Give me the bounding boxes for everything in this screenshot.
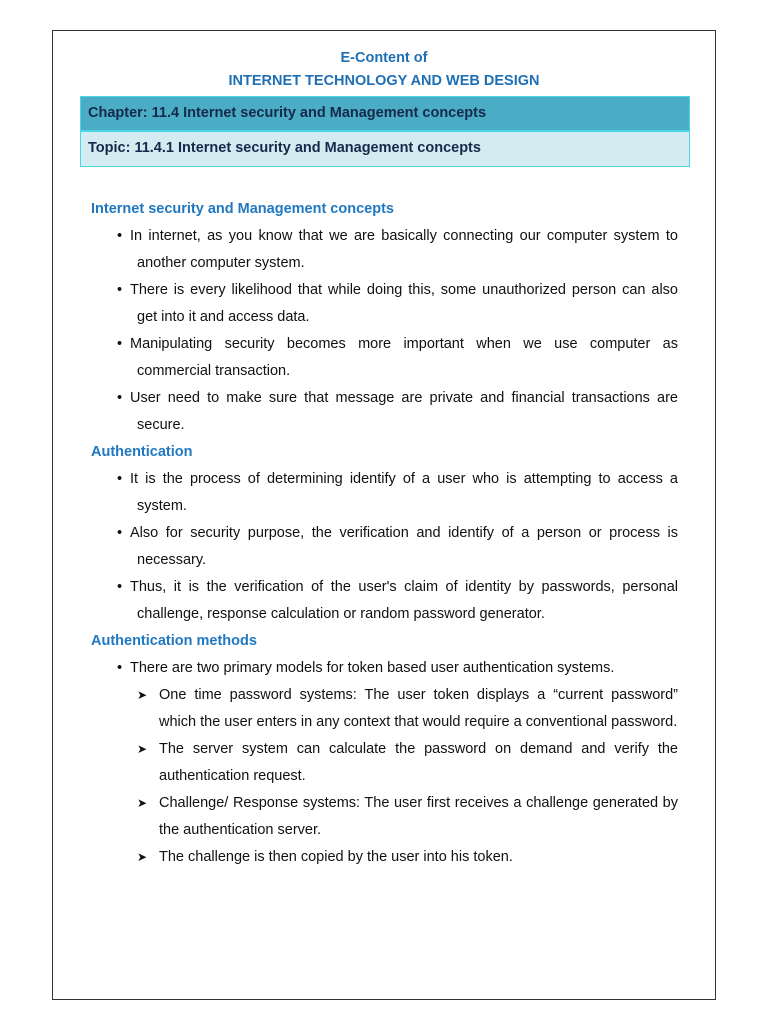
sub-list-item: ➤ The server system can calculate the password on demand and verify the authentication request. [91,736,678,790]
arrow-bullet-icon: ➤ [137,850,148,864]
list-item: • Also for security purpose, the verification and identify of a person or process is necessary. [91,520,678,574]
list-item: • There are two primary models for token based user authentication systems. [91,655,678,682]
section-heading: Authentication methods [91,633,257,649]
content [91,196,678,871]
bullet-icon: • [117,228,123,244]
topic-banner: Topic: 11.4.1 Internet security and Management concepts [80,131,690,167]
sub-list-item: ➤ One time password systems: The user token displays a “current password” which the user enters in any context that would require a conventional password. [91,682,678,736]
arrow-bullet-icon: ➤ [137,742,148,756]
arrow-bullet-icon: ➤ [137,796,148,810]
bullet-icon: • [117,471,123,487]
section-heading: Authentication [91,444,193,460]
list-item: • It is the process of determining identify of a user who is attempting to access a system. [91,466,678,520]
sub-list-item: ➤ Challenge/ Response systems: The user first receives a challenge generated by the authentication server. [91,790,678,844]
bullet-icon: • [117,525,123,541]
bullet-icon: • [117,579,123,595]
bullet-list [91,223,678,439]
doc-title-line2: INTERNET TECHNOLOGY AND WEB DESIGN [228,73,540,89]
doc-title-line1: E-Content of [340,50,428,66]
list-item: • There is every likelihood that while doing this, some unauthorized person can also get into it and access data. [91,277,678,331]
bullet-icon: • [117,660,123,676]
list-item: • Thus, it is the verification of the user's claim of identity by passwords, personal challenge, response calculation or random password generator. [91,574,678,628]
bullet-icon: • [117,282,123,298]
bullet-icon: • [117,390,123,406]
arrow-bullet-icon: ➤ [137,688,148,702]
bullet-list [91,466,678,628]
chapter-banner: Chapter: 11.4 Internet security and Management concepts [80,96,690,131]
list-item: • Manipulating security becomes more important when we use computer as commercial transaction. [91,331,678,385]
document-page [52,30,716,1000]
sub-list-item: ➤ The challenge is then copied by the user into his token. [91,844,678,871]
section-heading: Internet security and Management concepts [91,201,394,217]
bullet-list [91,655,678,871]
bullet-icon: • [117,336,123,352]
list-item: • User need to make sure that message are private and financial transactions are secure. [91,385,678,439]
list-item: • In internet, as you know that we are basically connecting our computer system to another computer system. [91,223,678,277]
